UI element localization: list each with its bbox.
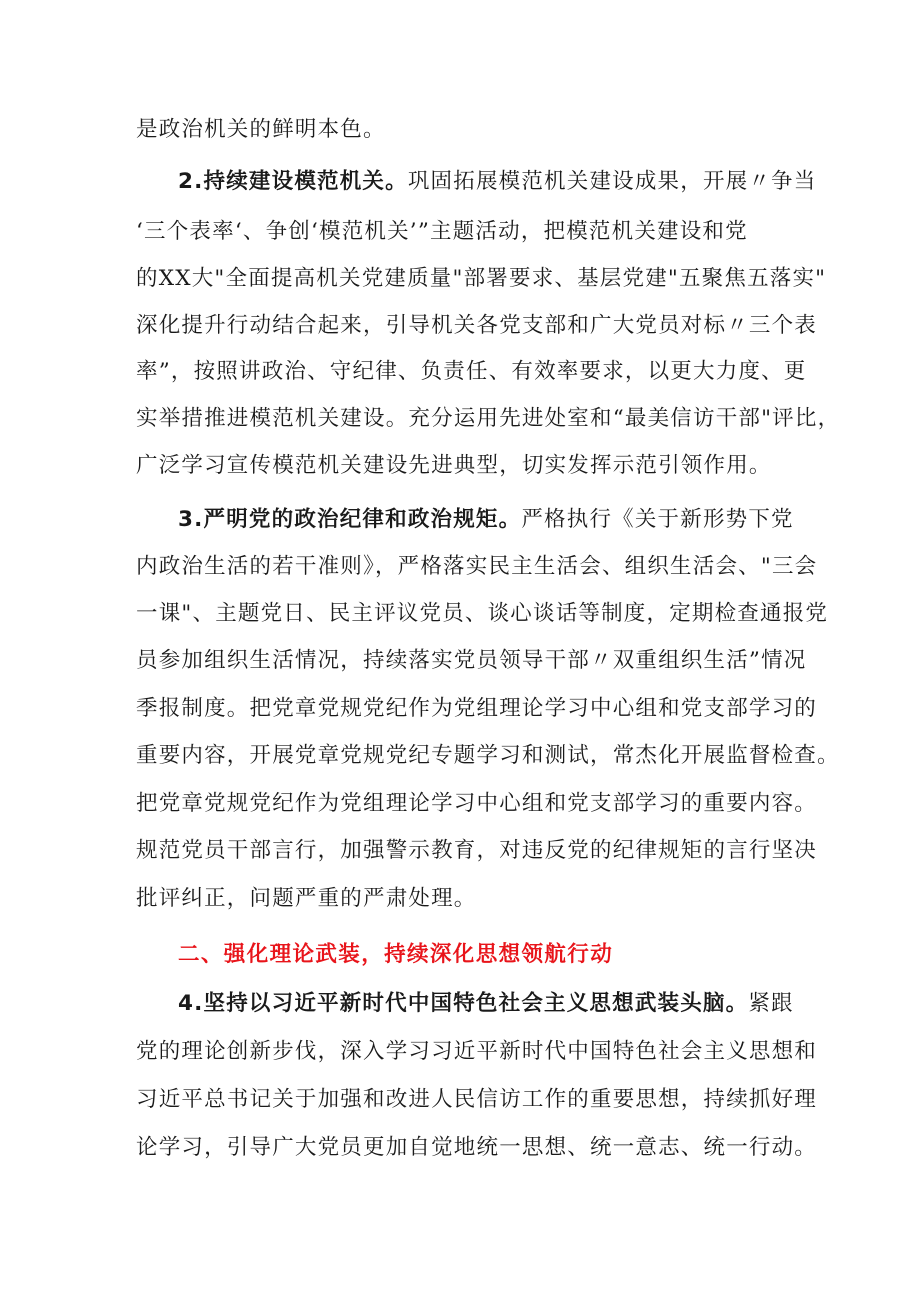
paragraph-line: 把党章党规党纪作为党组理论学习中心组和党支部学习的重要内容。: [136, 791, 818, 816]
paragraph-line: 重要内容，开展党章党规党纪专题学习和测试，常杰化开展监督检查。: [136, 743, 840, 768]
paragraph-2-first-line: 2.持续建设模范机关。巩固拓展模范机关建设成果，开展〃争当: [178, 169, 817, 194]
paragraph-line: 是政治机关的鲜明本色。: [136, 117, 386, 142]
paragraph-4-first-line: 4.坚持以习近平新时代中国特色社会主义思想武装头脑。紧跟: [178, 991, 794, 1016]
section-number: 3.: [178, 507, 204, 532]
paragraph-line: 规范党员干部言行，加强警示教育，对违反党的纪律规矩的言行坚决: [136, 838, 818, 863]
paragraph-line: 季报制度。把党章党规党纪作为党组理论学习中心组和党支部学习的: [136, 696, 818, 721]
paragraph-line: 内政治生活的若干准则》，严格落实民主生活会、组织生活会、"三会: [136, 554, 818, 579]
section-title: 严明党的政治纪律和政治规矩。: [203, 507, 522, 532]
paragraph-3-first-line: 3.严明党的政治纪律和政治规矩。严格执行《关于新形势下党: [178, 507, 794, 532]
section-number: 4.: [178, 991, 204, 1016]
paragraph-line: 员参加组织生活情况，持续落实党员领导干部〃双重组织生活”情况: [136, 648, 807, 673]
section-title: 持续建设模范机关。: [203, 169, 408, 194]
section-title: 坚持以习近平新时代中国特色社会主义思想武装头脑。: [203, 991, 749, 1016]
paragraph-line: 的XX大"全面提高机关党建质量"部署要求、基层党建"五聚焦五落实": [136, 266, 827, 291]
paragraph-line: 深化提升行动结合起来，引导机关各党支部和广大党员对标〃三个表: [136, 313, 818, 338]
paragraph-line: 论学习，引导广大党员更加自觉地统一思想、统一意志、统一行动。: [136, 1135, 818, 1160]
section-heading-2: 二、强化理论武装，持续深化思想领航行动: [178, 942, 614, 967]
paragraph-line: 党的理论创新步伐，深入学习习近平新时代中国特色社会主义思想和: [136, 1039, 818, 1064]
paragraph-line: 实举措推进模范机关建设。充分运用先进处室和“最美信访干部"评比，: [136, 406, 841, 431]
paragraph-line: 批评纠正，问题严重的严肃处理。: [136, 886, 477, 911]
paragraph-line: 习近平总书记关于加强和改进人民信访工作的重要思想，持续抓好理: [136, 1087, 818, 1112]
section-number: 2.: [178, 169, 204, 194]
paragraph-line: 率”，按照讲政治、守纪律、负责任、有效率要求，以更大力度、更: [136, 359, 807, 384]
paragraph-line: ‘三个表率‘、争创‘模范机关’”主题活动，把模范机关建设和党: [136, 219, 748, 244]
paragraph-line: 一课"、主题党日、民主评议党员、谈心谈话等制度，定期检查通报党: [136, 601, 829, 626]
paragraph-line: 广泛学习宣传模范机关建设先进典型，切实发挥示范引领作用。: [136, 453, 772, 478]
